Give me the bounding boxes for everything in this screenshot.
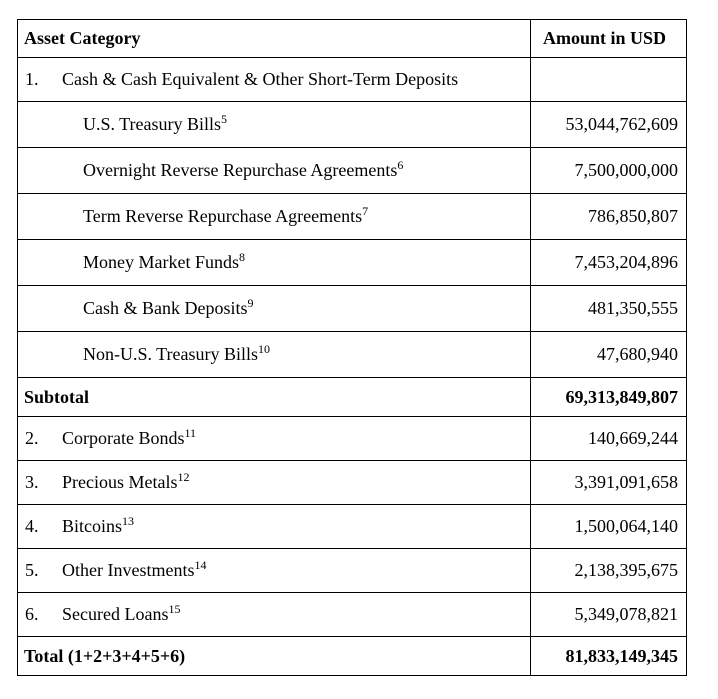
table-row (18, 332, 687, 378)
table-row (18, 148, 687, 194)
amount-cell: 53,044,762,609 (531, 102, 687, 148)
amount-cell: 7,453,204,896 (531, 240, 687, 286)
footnote-ref: 6 (397, 158, 404, 173)
footnote-ref: 9 (247, 296, 254, 311)
asset-category-cell (18, 286, 531, 332)
table-row (18, 637, 687, 676)
row-label: Term Reverse Repurchase Agreements (83, 206, 363, 227)
row-label: Precious Metals (62, 472, 178, 493)
asset-category-cell (18, 378, 531, 417)
table-row (18, 286, 687, 332)
footnote-ref: 7 (362, 204, 369, 219)
footnote-ref: 11 (184, 426, 197, 441)
header-row (18, 20, 687, 58)
asset-category-cell (18, 332, 531, 378)
row-label: Cash & Cash Equivalent & Other Short-Term Deposits (62, 69, 459, 90)
asset-category-cell (18, 549, 531, 593)
table-row (18, 549, 687, 593)
asset-category-cell (18, 58, 531, 102)
footnote-ref: 12 (177, 470, 190, 485)
row-label: Other Investments (62, 560, 195, 581)
header-asset-category: Asset Category (18, 20, 531, 58)
amount-cell: 69,313,849,807 (531, 378, 687, 417)
asset-table-body (18, 58, 687, 676)
asset-category-cell (18, 505, 531, 549)
asset-category-cell (18, 593, 531, 637)
table-row (18, 194, 687, 240)
table-row (18, 461, 687, 505)
row-label: Bitcoins (62, 516, 123, 537)
amount-cell: 1,500,064,140 (531, 505, 687, 549)
row-label: U.S. Treasury Bills (83, 114, 222, 135)
asset-category-cell (18, 417, 531, 461)
footnote-ref: 5 (221, 112, 228, 127)
row-label: Non-U.S. Treasury Bills (83, 344, 259, 365)
footnote-ref: 13 (122, 514, 135, 529)
amount-cell (531, 58, 687, 102)
asset-category-cell (18, 194, 531, 240)
amount-cell: 140,669,244 (531, 417, 687, 461)
footnote-ref: 10 (258, 342, 271, 357)
table-row (18, 505, 687, 549)
row-label: Corporate Bonds (62, 428, 185, 449)
amount-cell: 5,349,078,821 (531, 593, 687, 637)
row-number: 4. (25, 516, 39, 537)
row-label: Overnight Reverse Repurchase Agreements (83, 160, 398, 181)
asset-category-cell (18, 461, 531, 505)
amount-cell: 7,500,000,000 (531, 148, 687, 194)
table-row (18, 378, 687, 417)
row-number: 3. (25, 472, 39, 493)
row-number: 1. (25, 69, 39, 90)
amount-cell: 3,391,091,658 (531, 461, 687, 505)
row-number: 2. (25, 428, 39, 449)
table-header (18, 20, 687, 58)
amount-cell: 481,350,555 (531, 286, 687, 332)
asset-table (17, 19, 687, 676)
row-number: 5. (25, 560, 39, 581)
asset-category-cell (18, 637, 531, 676)
table-row (18, 102, 687, 148)
row-number: 6. (25, 604, 39, 625)
amount-cell: 47,680,940 (531, 332, 687, 378)
amount-cell: 786,850,807 (531, 194, 687, 240)
asset-category-cell (18, 102, 531, 148)
row-label: Money Market Funds (83, 252, 239, 273)
footnote-ref: 15 (168, 602, 181, 617)
footnote-ref: 14 (194, 558, 207, 573)
header-amount-in-usd: Amount in USD (531, 20, 687, 58)
amount-cell: 2,138,395,675 (531, 549, 687, 593)
table-row (18, 58, 687, 102)
row-label: Total (1+2+3+4+5+6) (24, 645, 186, 666)
table-row (18, 593, 687, 637)
asset-category-cell (18, 148, 531, 194)
table-row (18, 240, 687, 286)
amount-cell: 81,833,149,345 (531, 637, 687, 676)
asset-category-cell (18, 240, 531, 286)
row-label: Secured Loans (62, 604, 169, 625)
table-row (18, 417, 687, 461)
row-label: Cash & Bank Deposits (83, 298, 248, 319)
footnote-ref: 8 (239, 250, 245, 265)
row-label: Subtotal (24, 386, 90, 407)
